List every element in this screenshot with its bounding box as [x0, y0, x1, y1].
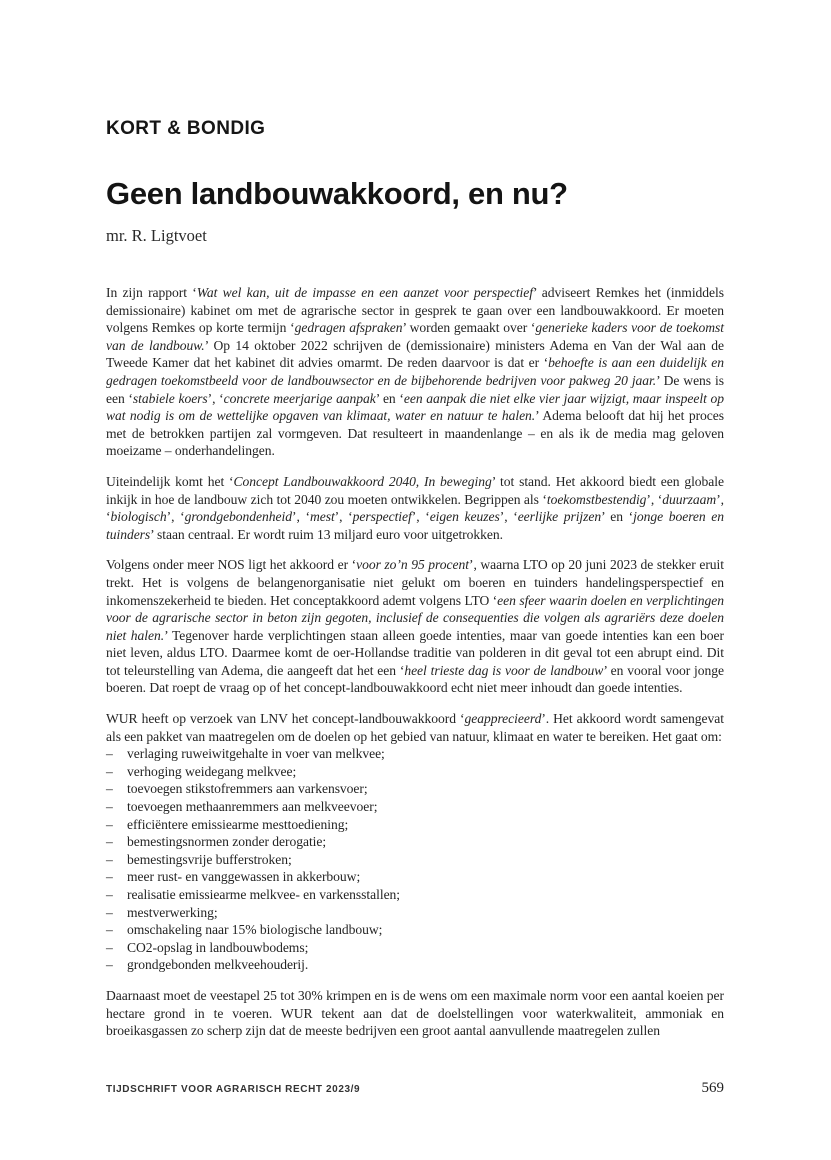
list-item	[106, 833, 724, 851]
dash-marker: –	[106, 939, 113, 955]
quoted-phrase: mest	[309, 509, 335, 525]
dash-marker: –	[106, 957, 113, 973]
text-run: WUR heeft op verzoek van LNV het concept-landbouwakkoord ‘	[106, 711, 465, 727]
list-item	[106, 904, 724, 922]
list-item-text: realisatie emissiearme melkvee- en varkensstallen;	[127, 887, 401, 902]
list-item-text: CO2-opslag in landbouwbodems;	[127, 939, 309, 955]
quoted-phrase: Concept Landbouwakkoord 2040, In beweging	[233, 473, 492, 489]
quoted-phrase: een aanpak die niet elke vier jaar wijzigt, maar inspeelt op wat nodig is om de wettelijke opgaven van klimaat, water en natuur te halen.	[106, 390, 725, 424]
quoted-phrase: eigen keuzes	[429, 509, 500, 525]
list-item	[106, 939, 724, 957]
quoted-phrase: voor zo’n 95 procent	[356, 557, 469, 573]
text-run: ’, ‘	[207, 390, 224, 406]
dash-marker: –	[106, 781, 113, 797]
list-item-text: efficiëntere emissiearme mesttoediening;	[127, 816, 349, 832]
article-title: Geen landbouwakkoord, en nu?	[106, 176, 568, 211]
dash-marker: –	[106, 746, 113, 762]
section-kicker: KORT & BONDIG	[106, 118, 266, 139]
text-run: ’ Tegenover harde verplichtingen staan alleen goede intenties, maar van goede intenties kan een boer niet leven, aldus LTO. Daarmee komt de oer-Hollandse traditie van polderen in dit geval tot een abrupt eind. Dit tot teleurstelling van Adema, die aangeeft dat het een ‘	[106, 627, 724, 678]
text-run: ’ tot stand. Het akkoord biedt een globale inkijk in hoe de landbouw zich tot 2040 zou moeten ontwikkelen. Begrippen als ‘	[106, 473, 724, 507]
quoted-phrase: duurzaam	[662, 491, 717, 507]
text-run: In zijn rapport ‘	[106, 285, 197, 300]
list-item-text: toevoegen stikstofremmers aan varkensvoer;	[127, 781, 368, 797]
list-item	[106, 868, 724, 886]
quoted-phrase: grondgebondenheid	[184, 509, 292, 525]
paragraphs-after-list	[106, 987, 724, 1040]
paragraph	[106, 556, 724, 697]
measures-list	[106, 745, 724, 974]
quoted-phrase: jonge boeren en tuinders	[106, 509, 725, 542]
list-item	[106, 886, 724, 904]
list-item	[106, 921, 724, 939]
list-item-text: bemestingsnormen zonder derogatie;	[127, 834, 327, 850]
text-run: ’, ‘	[166, 509, 185, 525]
paragraph	[106, 473, 724, 543]
quoted-phrase: gedragen afspraken	[294, 320, 403, 336]
paragraph	[106, 284, 724, 460]
list-item-text: bemestingsvrije bufferstroken;	[127, 851, 292, 867]
text-run: ’ en ‘	[601, 509, 634, 525]
text-run: ’, ‘	[106, 491, 725, 525]
paragraph	[106, 987, 724, 1040]
text-run: Uiteindelijk komt het ‘	[106, 473, 234, 489]
text-run: ’ Adema belooft dat hij het proces met de betrokken partijen zal vormgeven. Dat resulteert in maandenlange – en als ik de media mag geloven moeizame – onderhandelingen.	[106, 408, 724, 459]
text-run: Daarnaast moet de veestapel 25 tot 30% krimpen en is de wens om een maximale norm voor een aantal koeien per hectare grond in te voeren. WUR tekent aan dat de doelstellingen voor waterkwaliteit, ammoniak en broeikasgassen zo scherp zijn dat de meeste bedrijven een groot aantal aanvullende maatregelen zullen	[106, 987, 724, 1039]
list-item-text: meer rust- en vanggewassen in akkerbouw;	[127, 869, 361, 885]
page-footer	[106, 1080, 724, 1097]
quoted-phrase: geapprecieerd	[464, 711, 542, 727]
dash-marker: –	[106, 887, 113, 902]
text-run: ’ adviseert Remkes het (inmiddels demissionaire) kabinet om met de agrarische sector in gesprek te gaan over een landbouwakkoord. Er moeten volgens Remkes op korte termijn ‘	[106, 285, 724, 336]
page-number: 569	[701, 1080, 724, 1096]
dash-marker: –	[106, 869, 113, 885]
text-run: ’, ‘	[646, 491, 663, 507]
dash-marker: –	[106, 799, 113, 815]
text-run: ’ en ‘	[375, 390, 404, 406]
author-byline: mr. R. Ligtvoet	[106, 226, 207, 245]
text-run: ’, ‘	[291, 509, 310, 525]
list-item	[106, 745, 724, 763]
text-run: ’. Het akkoord wordt samengevat als een pakket van maatregelen om de doelen op het gebied van natuur, klimaat en water te bereiken. Het gaat om:	[106, 711, 724, 744]
quoted-phrase: biologisch	[110, 509, 167, 525]
dash-marker: –	[106, 834, 113, 850]
quoted-phrase: generieke kaders voor de toekomst van de landbouw.	[106, 320, 724, 353]
text-run: ’ staan centraal. Er wordt ruim 13 miljard euro voor uitgetrokken.	[150, 526, 503, 542]
text-run: ’, ‘	[411, 509, 430, 525]
text-run: ’ en vooral voor jonge boeren. Dat roept de vraag op of het concept-landbouwakkoord echt niet meer inhoudt dan goede intenties.	[106, 662, 724, 696]
quoted-phrase: een sfeer waarin doelen en verplichtingen voor de agrarische sector in beton zijn gegoten, inclusief de consequenties die volgen als agrariërs deze doelen niet halen.	[106, 592, 725, 643]
text-run: ’, waarna LTO op 20 juni 2023 de stekker eruit trekt. Het is volgens de belangenorganisatie niet gelukt om boeren en tuinders handelingsperspectief en inkomenszekerheid te bieden. Het conceptakkoord ademt volgens LTO ‘	[106, 557, 725, 608]
dash-marker: –	[106, 816, 113, 832]
list-item-text: verhoging weidegang melkvee;	[127, 763, 297, 779]
list-item-text: grondgebonden melkveehouderij.	[127, 957, 309, 973]
dash-marker: –	[106, 922, 113, 938]
quoted-phrase: Wat wel kan, uit de impasse en een aanzet voor perspectief	[196, 285, 533, 300]
journal-name: TIJDSCHRIFT VOOR AGRARISCH RECHT 2023/9	[106, 1084, 361, 1095]
text-run: Volgens onder meer NOS ligt het akkoord er ‘	[106, 557, 357, 573]
list-item	[106, 956, 724, 974]
list-item	[106, 816, 724, 834]
quoted-phrase: stabiele koers	[132, 390, 208, 406]
dash-marker: –	[106, 851, 113, 867]
article-body	[106, 284, 724, 1040]
list-item	[106, 780, 724, 798]
quoted-phrase: behoefte is aan een duidelijk en gedragen toekomstbeeld voor de landbouwsector en de bijbehorende bedrijven voor pakweg 20 jaar.	[106, 355, 724, 388]
list-item	[106, 798, 724, 816]
quoted-phrase: concrete meerjarige aanpak	[223, 390, 376, 406]
text-run: ’, ‘	[334, 509, 353, 525]
text-run: ’, ‘	[499, 509, 518, 525]
dash-marker: –	[106, 904, 113, 920]
list-item-text: omschakeling naar 15% biologische landbouw;	[127, 922, 383, 938]
list-item-text: verlaging ruweiwitgehalte in voer van melkvee;	[127, 746, 385, 762]
text-run: ’ worden gemaakt over ‘	[402, 320, 536, 336]
article-page	[106, 118, 724, 1053]
paragraphs-before-list	[106, 284, 724, 745]
paragraph	[106, 710, 724, 745]
text-run: ’ De wens is een ‘	[106, 372, 724, 406]
list-item	[106, 851, 724, 869]
text-run: ’ Op 14 oktober 2022 schrijven de (demissionaire) ministers Adema en Van der Wal aan de Tweede Kamer dat het kabinet dit advies omarmt. De reden daarvoor is dat er ‘	[106, 337, 724, 371]
list-item-text: mestverwerking;	[127, 904, 218, 920]
article-header	[106, 118, 724, 246]
quoted-phrase: perspectief	[352, 509, 412, 525]
list-item	[106, 763, 724, 781]
quoted-phrase: toekomstbestendig	[546, 491, 647, 507]
dash-marker: –	[106, 763, 113, 779]
list-item-text: toevoegen methaanremmers aan melkveevoer;	[127, 799, 378, 815]
quoted-phrase: eerlijke prijzen	[517, 509, 602, 525]
quoted-phrase: heel trieste dag is voor de landbouw	[404, 662, 604, 678]
